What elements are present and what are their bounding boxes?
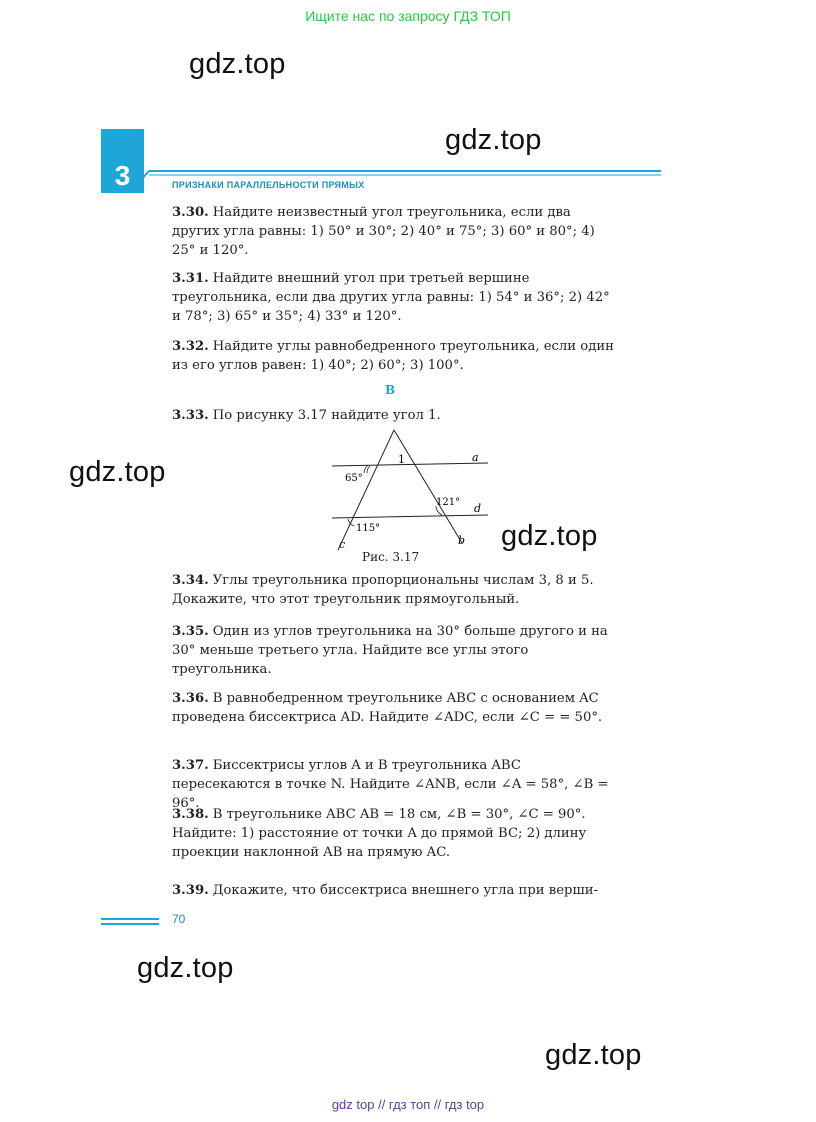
page-rule: [101, 915, 159, 927]
problem-text: В равнобедренном треугольнике ABC с основанием AC проведена биссектриса AD. Найдите ∠ADC, если ∠C = = 50°.: [172, 691, 603, 725]
problem-number: 3.33.: [172, 408, 209, 423]
angle-65-label: 65°: [345, 473, 363, 484]
watermark: gdz.top: [189, 48, 286, 80]
problem-item: [172, 571, 614, 609]
angle-115-label: 115°: [356, 523, 381, 534]
search-hint-link[interactable]: Ищите нас по запросу ГДЗ ТОП: [305, 8, 511, 24]
angle-1-label: 1: [398, 453, 405, 466]
problem-text: По рисунку 3.17 найдите угол 1.: [212, 408, 441, 423]
watermark: gdz.top: [445, 124, 542, 156]
problem-text: Докажите, что биссектриса внешнего угла при верши-: [212, 883, 598, 898]
line-c-label: c: [339, 538, 346, 551]
problem-number: 3.35.: [172, 624, 209, 639]
problem-number: 3.36.: [172, 691, 209, 706]
chapter-number: 3: [114, 160, 131, 191]
problem-number: 3.37.: [172, 758, 209, 773]
problem-item: [172, 805, 614, 862]
line-d: [332, 515, 488, 518]
problem-number: 3.39.: [172, 883, 209, 898]
angle-121-label: 121°: [436, 497, 461, 508]
chapter-rule: [101, 168, 661, 180]
figure-caption: Рис. 3.17: [362, 550, 420, 564]
problem-number: 3.32.: [172, 339, 209, 354]
chapter-title: ПРИЗНАКИ ПАРАЛЛЕЛЬНОСТИ ПРЯМЫХ: [172, 180, 365, 190]
problem-item: [172, 203, 614, 260]
problem-item: [172, 689, 614, 727]
difficulty-section-label: В: [385, 383, 396, 397]
problem-text: Биссектрисы углов A и B треугольника ABC пересекаются в точке N. Найдите ∠ANB, если ∠A = 58°, ∠B = 96°.: [172, 758, 609, 811]
problem-number: 3.38.: [172, 807, 209, 822]
problem-text: Найдите неизвестный угол треугольника, если два других угла равны: 1) 50° и 30°; 2) 40° и 75°; 3) 60° и 80°; 4) 25° и 120°.: [172, 205, 595, 258]
problem-text: Углы треугольника пропорциональны числам 3, 8 и 5. Докажите, что этот треугольник прямоугольный.: [172, 573, 594, 607]
page-number: 70: [172, 912, 186, 926]
watermark: gdz.top: [545, 1039, 642, 1071]
footer-links[interactable]: gdz top // гдз топ // гдз top: [331, 1097, 485, 1112]
problem-item: [172, 269, 614, 326]
problem-number: 3.30.: [172, 205, 209, 220]
problem-item: [172, 881, 614, 900]
problem-number: 3.31.: [172, 271, 209, 286]
line-b: [394, 430, 462, 543]
watermark: gdz.top: [501, 520, 598, 552]
figure-3-17: [326, 426, 496, 552]
problem-text: Найдите внешний угол при третьей вершине треугольника, если два других угла равны: 1) 54° и 36°; 2) 42° и 78°; 3) 65° и 35°; 4) 33° и 120°.: [172, 271, 610, 324]
line-d-label: d: [474, 502, 482, 515]
line-a-label: a: [472, 451, 479, 464]
problem-number: 3.34.: [172, 573, 209, 588]
problem-item: [172, 622, 614, 679]
line-b-label: b: [458, 534, 466, 547]
problem-item: [172, 406, 614, 425]
problem-item: [172, 337, 614, 375]
problem-text: Найдите углы равнобедренного треугольника, если один из его углов равен: 1) 40°; 2) 60°; 3) 100°.: [172, 339, 614, 373]
line-a: [332, 463, 488, 466]
watermark: gdz.top: [137, 952, 234, 984]
watermark: gdz.top: [69, 456, 166, 488]
problem-text: В треугольнике ABC AB = 18 см, ∠B = 30°, ∠C = 90°. Найдите: 1) расстояние от точки A до прямой BC; 2) длину проекции наклонной AB на прямую AC.: [172, 807, 587, 860]
problem-text: Один из углов треугольника на 30° больше другого и на 30° меньше третьего угла. Найдите все углы этого треугольника.: [172, 624, 608, 677]
